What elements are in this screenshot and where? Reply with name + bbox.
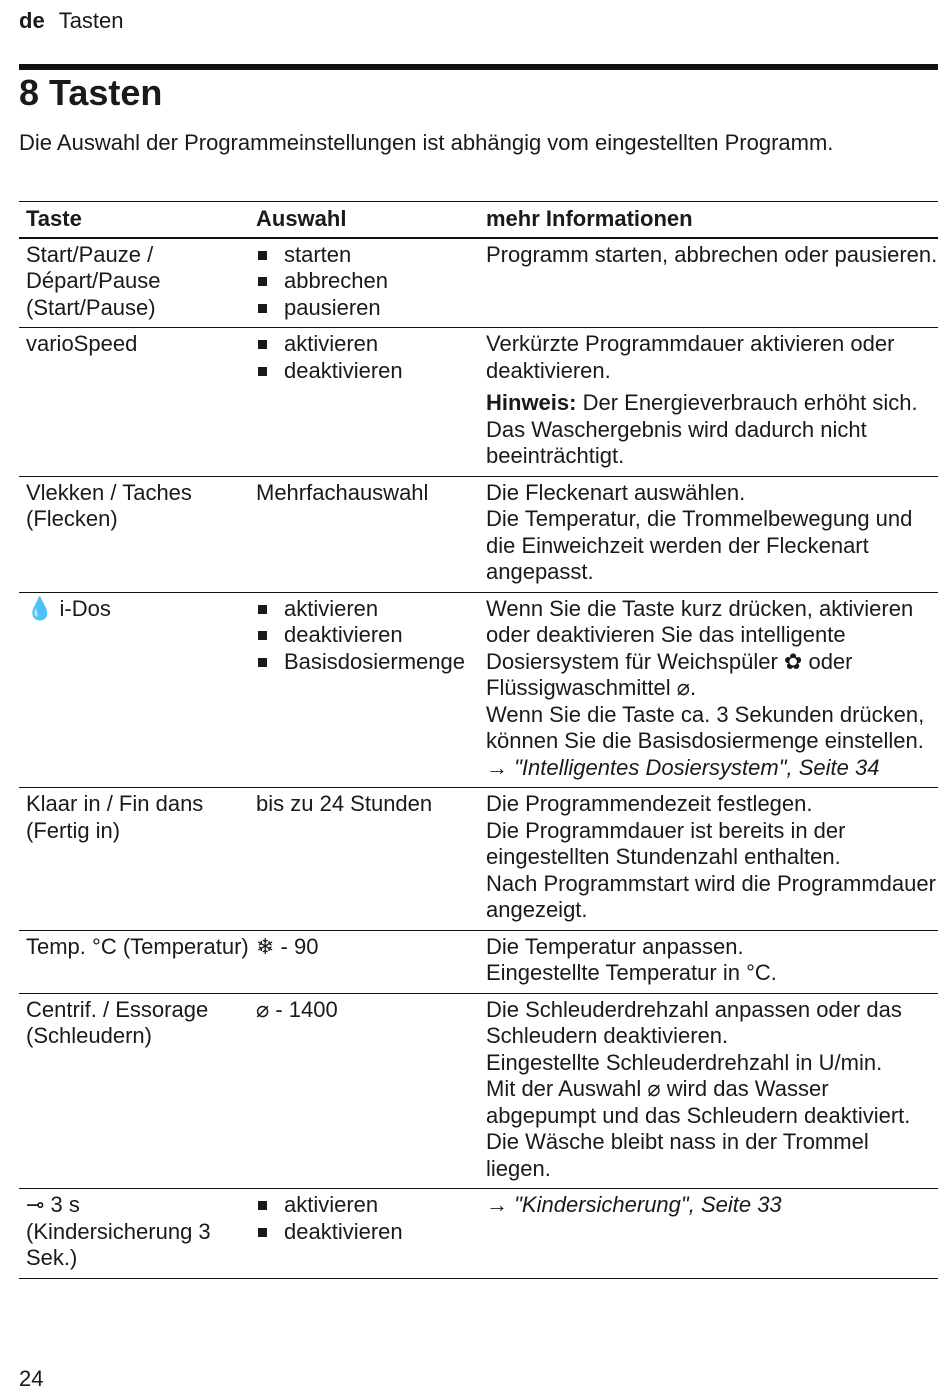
taste-cell: Temp. °C (Temperatur) — [19, 930, 249, 993]
table-row — [19, 592, 938, 788]
no-spin-icon: ⌀ — [256, 996, 270, 1022]
info-text: Die Fleckenart auswählen. — [486, 479, 746, 505]
info-text-part: . — [689, 675, 697, 700]
info-cell — [479, 993, 938, 1189]
info-text: Die Schleuderdrehzahl anpassen oder das Schleudern deaktivieren. — [486, 996, 902, 1048]
taste-cell: Start/Pauze / Départ/Pause (Start/Pause) — [19, 238, 249, 328]
info-text: Programm starten, abbrechen oder pausieren. — [486, 241, 938, 267]
info-cell — [479, 1189, 938, 1279]
option-item: deaktivieren — [256, 622, 479, 649]
page-number: 24 — [19, 1366, 44, 1391]
table-row — [19, 328, 938, 477]
liquid-detergent-icon: ⌀ — [676, 675, 690, 700]
auswahl-cell — [249, 993, 479, 1189]
info-text: Eingestellte Schleuderdrehzahl in U/min. — [486, 1049, 883, 1075]
taste-cell: Klaar in / Fin dans (Fertig in) — [19, 788, 249, 931]
info-text-part: Mit der Auswahl — [486, 1076, 648, 1101]
info-text — [486, 596, 938, 702]
info-cell — [479, 930, 938, 993]
info-text: Eingestellte Temperatur in °C. — [486, 960, 777, 985]
auswahl-cell — [249, 238, 479, 328]
cross-reference: → "Intelligentes Dosiersystem", Seite 34 — [486, 754, 880, 780]
note-text — [486, 390, 938, 470]
info-cell — [479, 476, 938, 592]
note-body: Der Energieverbrauch erhöht sich. Das Waschergebnis wird dadurch nicht beeinträchtigt. — [486, 390, 918, 468]
info-cell — [479, 788, 938, 931]
column-header-auswahl: Auswahl — [249, 202, 479, 238]
option-item: starten — [256, 242, 479, 269]
cold-icon: ❄ — [256, 933, 275, 959]
option-item: abbrechen — [256, 268, 479, 295]
table-row — [19, 238, 938, 328]
auswahl-label: - 90 — [274, 933, 319, 959]
auswahl-label: - 1400 — [269, 996, 338, 1022]
option-item: deaktivieren — [256, 1219, 479, 1246]
intro-paragraph: Die Auswahl der Programmeinstellungen ist abhängig vom eingestellten Programm. — [19, 130, 834, 155]
auswahl-cell: bis zu 24 Stunden — [249, 788, 479, 931]
info-cell — [479, 328, 938, 477]
table-row — [19, 1189, 938, 1279]
info-text — [486, 1076, 938, 1182]
option-item: aktivieren — [256, 1192, 479, 1219]
info-text: Die Temperatur anpassen. — [486, 933, 744, 959]
header-rule — [19, 64, 938, 70]
table-row — [19, 930, 938, 993]
auswahl-cell — [249, 592, 479, 788]
info-text-part: Wenn Sie die Taste kurz drücken, aktivieren oder deaktivieren Sie das intelligente Dosiersystem für Weichspüler — [486, 595, 914, 674]
table-header-row — [19, 202, 938, 238]
auswahl-cell — [249, 1189, 479, 1279]
table-row — [19, 993, 938, 1189]
softener-icon: ✿ — [783, 648, 803, 674]
option-item: aktivieren — [256, 331, 479, 358]
no-spin-icon: ⌀ — [647, 1076, 661, 1101]
info-text: Wenn Sie die Taste ca. 3 Sekunden drücken, können Sie die Basisdosiermenge einstellen. — [486, 701, 925, 753]
taste-label: 3 s (Kindersicherung 3 Sek.) — [26, 1192, 211, 1270]
taste-label: i-Dos — [53, 595, 111, 621]
table-row — [19, 788, 938, 931]
info-text: Die Programmendezeit festlegen. — [486, 791, 813, 816]
info-text-part: wird das Wasser abgepumpt und das Schleudern deaktiviert. Die Wäsche bleibt nass in der Trommel liegen. — [486, 1076, 911, 1181]
header-section: Tasten — [58, 8, 124, 33]
taste-cell: Centrif. / Essorage (Schleudern) — [19, 993, 249, 1189]
note-label: Hinweis: — [486, 390, 577, 415]
taste-cell: Vlekken / Taches (Flecken) — [19, 476, 249, 592]
keys-table — [19, 201, 938, 1279]
running-header — [19, 8, 124, 34]
page-title: 8 Tasten — [19, 72, 163, 113]
info-cell — [479, 592, 938, 788]
cross-reference: → "Kindersicherung", Seite 33 — [486, 1192, 782, 1217]
option-item: deaktivieren — [256, 358, 479, 385]
option-item: aktivieren — [256, 596, 479, 623]
idos-icon: 💧 — [26, 595, 54, 621]
option-item: Basisdosiermenge — [256, 649, 479, 676]
info-cell — [479, 238, 938, 328]
key-icon: ⊸ — [26, 1192, 45, 1217]
auswahl-cell — [249, 328, 479, 477]
taste-cell — [19, 1189, 249, 1279]
info-text: Die Temperatur, die Trommelbewegung und die Einweichzeit werden der Fleckenart angepasst. — [486, 506, 913, 584]
taste-cell: varioSpeed — [19, 328, 249, 477]
column-header-taste: Taste — [19, 202, 249, 238]
language-code: de — [19, 8, 45, 33]
column-header-info: mehr Informationen — [479, 202, 938, 238]
info-text: Verkürzte Programmdauer aktivieren oder deaktivieren. — [486, 331, 895, 383]
table-row — [19, 476, 938, 592]
taste-cell — [19, 592, 249, 788]
info-text: Die Programmdauer ist bereits in der eingestellten Stundenzahl enthalten. — [486, 817, 846, 869]
auswahl-cell — [249, 930, 479, 993]
info-text-part: oder Flüssigwaschmittel — [486, 648, 853, 700]
option-item: pausieren — [256, 295, 479, 322]
info-text: Nach Programmstart wird die Programmdauer angezeigt. — [486, 870, 936, 922]
auswahl-cell: Mehrfachauswahl — [249, 476, 479, 592]
